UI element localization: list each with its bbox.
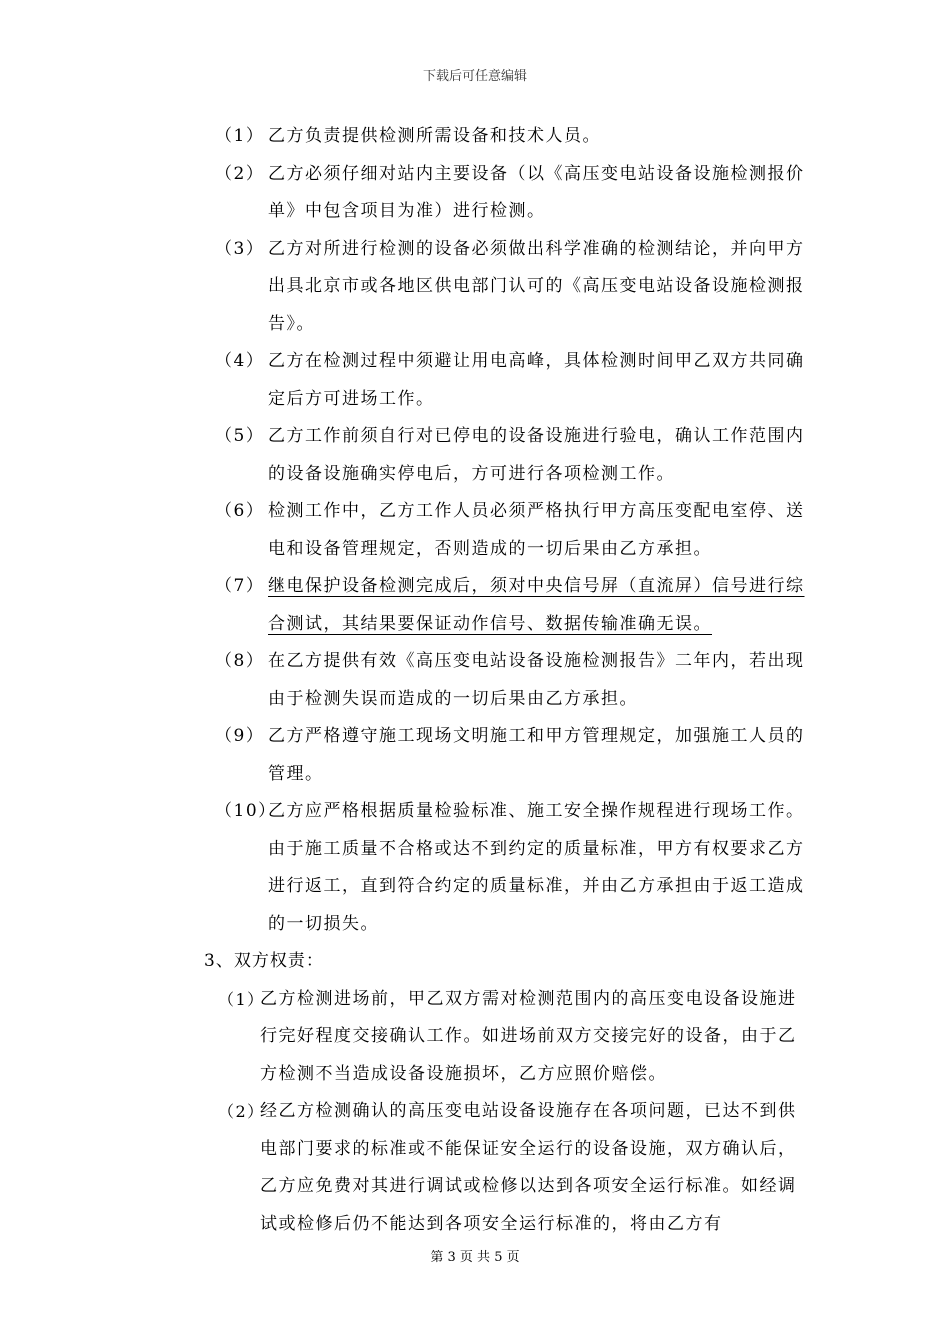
list-item	[0, 493, 950, 568]
document-body	[0, 118, 950, 1243]
item-number: （7）	[215, 576, 265, 596]
item-number: （1）	[218, 989, 265, 1009]
item-text: 乙方应严格根据质量检验标准、施工安全操作规程进行现场工作。由于施工质量不合格或达不到约定的质量标准，甲方有权要求乙方进行返工，直到符合约定的质量标准，并由乙方承担由于返工造成的一切损失。	[268, 801, 805, 934]
list-item	[0, 643, 950, 718]
item-number: （3）	[215, 238, 265, 259]
page-footer: 第 3 页 共 5 页	[430, 1250, 520, 1265]
item-number: （5）	[215, 426, 265, 446]
list-item	[0, 1093, 950, 1243]
item-text: 经乙方检测确认的高压变电站设备设施存在各项问题，已达不到供电部门要求的标准或不能保证安全运行的设备设施，双方确认后，乙方应免费对其进行调试或检修以达到各项安全运行标准。如经调试或检修后仍不能达到各项安全运行标准的，将由乙方有	[260, 1101, 797, 1234]
list-item	[0, 231, 950, 344]
item-text: 乙方必须仔细对站内主要设备（以《高压变电站设备设施检测报价单》中包含项目为准）进行检测。	[268, 163, 805, 221]
item-text: 乙方工作前须自行对已停电的设备设施进行验电，确认工作范围内的设备设施确实停电后，方可进行各项检测工作。	[268, 426, 805, 484]
page-header: 下载后可任意编辑	[422, 69, 527, 84]
list-item	[0, 568, 950, 643]
list-item	[0, 118, 950, 156]
item-number: （1）	[215, 126, 265, 146]
list-item	[0, 981, 950, 1094]
item-text: 乙方负责提供检测所需设备和技术人员。	[268, 126, 601, 146]
item-text: 在乙方提供有效《高压变电站设备设施检测报告》二年内，若出现由于检测失误而造成的一切后果由乙方承担。	[268, 651, 805, 709]
list-item	[0, 343, 950, 418]
item-number: （6）	[215, 501, 265, 521]
item-number: （4）	[215, 351, 265, 371]
item-number: （9）	[215, 726, 265, 746]
item-number: （2）	[215, 163, 265, 184]
item-text: 乙方检测进场前，甲乙双方需对检测范围内的高压变电设备设施进行完好程度交接确认工作。如进场前双方交接完好的设备，由于乙方检测不当造成设备设施损坏，乙方应照价赔偿。	[260, 988, 797, 1084]
list-item	[0, 156, 950, 231]
section-heading: 3、双方权责：	[204, 951, 324, 971]
list-item	[0, 718, 950, 793]
item-text: 乙方对所进行检测的设备必须做出科学准确的检测结论，并向甲方出具北京市或各地区供电部门认可的《高压变电站设备设施检测报告》。	[268, 238, 805, 334]
item-text-underlined: 继电保护设备检测完成后，须对中央信号屏（直流屏）信号进行综合测试，其结果要保证动作信号、数据传输准确无误。	[268, 576, 805, 634]
list-item	[0, 793, 950, 943]
item-number: （8）	[215, 651, 265, 671]
item-text: 乙方严格遵守施工现场文明施工和甲方管理规定，加强施工人员的管理。	[268, 726, 805, 784]
item-number: （2）	[218, 1102, 265, 1121]
list-item	[0, 418, 950, 493]
item-number: （10）	[215, 801, 277, 821]
item-text: 乙方在检测过程中须避让用电高峰，具体检测时间甲乙双方共同确定后方可进场工作。	[268, 351, 805, 409]
item-text: 检测工作中，乙方工作人员必须严格执行甲方高压变配电室停、送电和设备管理规定，否则造成的一切后果由乙方承担。	[268, 501, 805, 559]
